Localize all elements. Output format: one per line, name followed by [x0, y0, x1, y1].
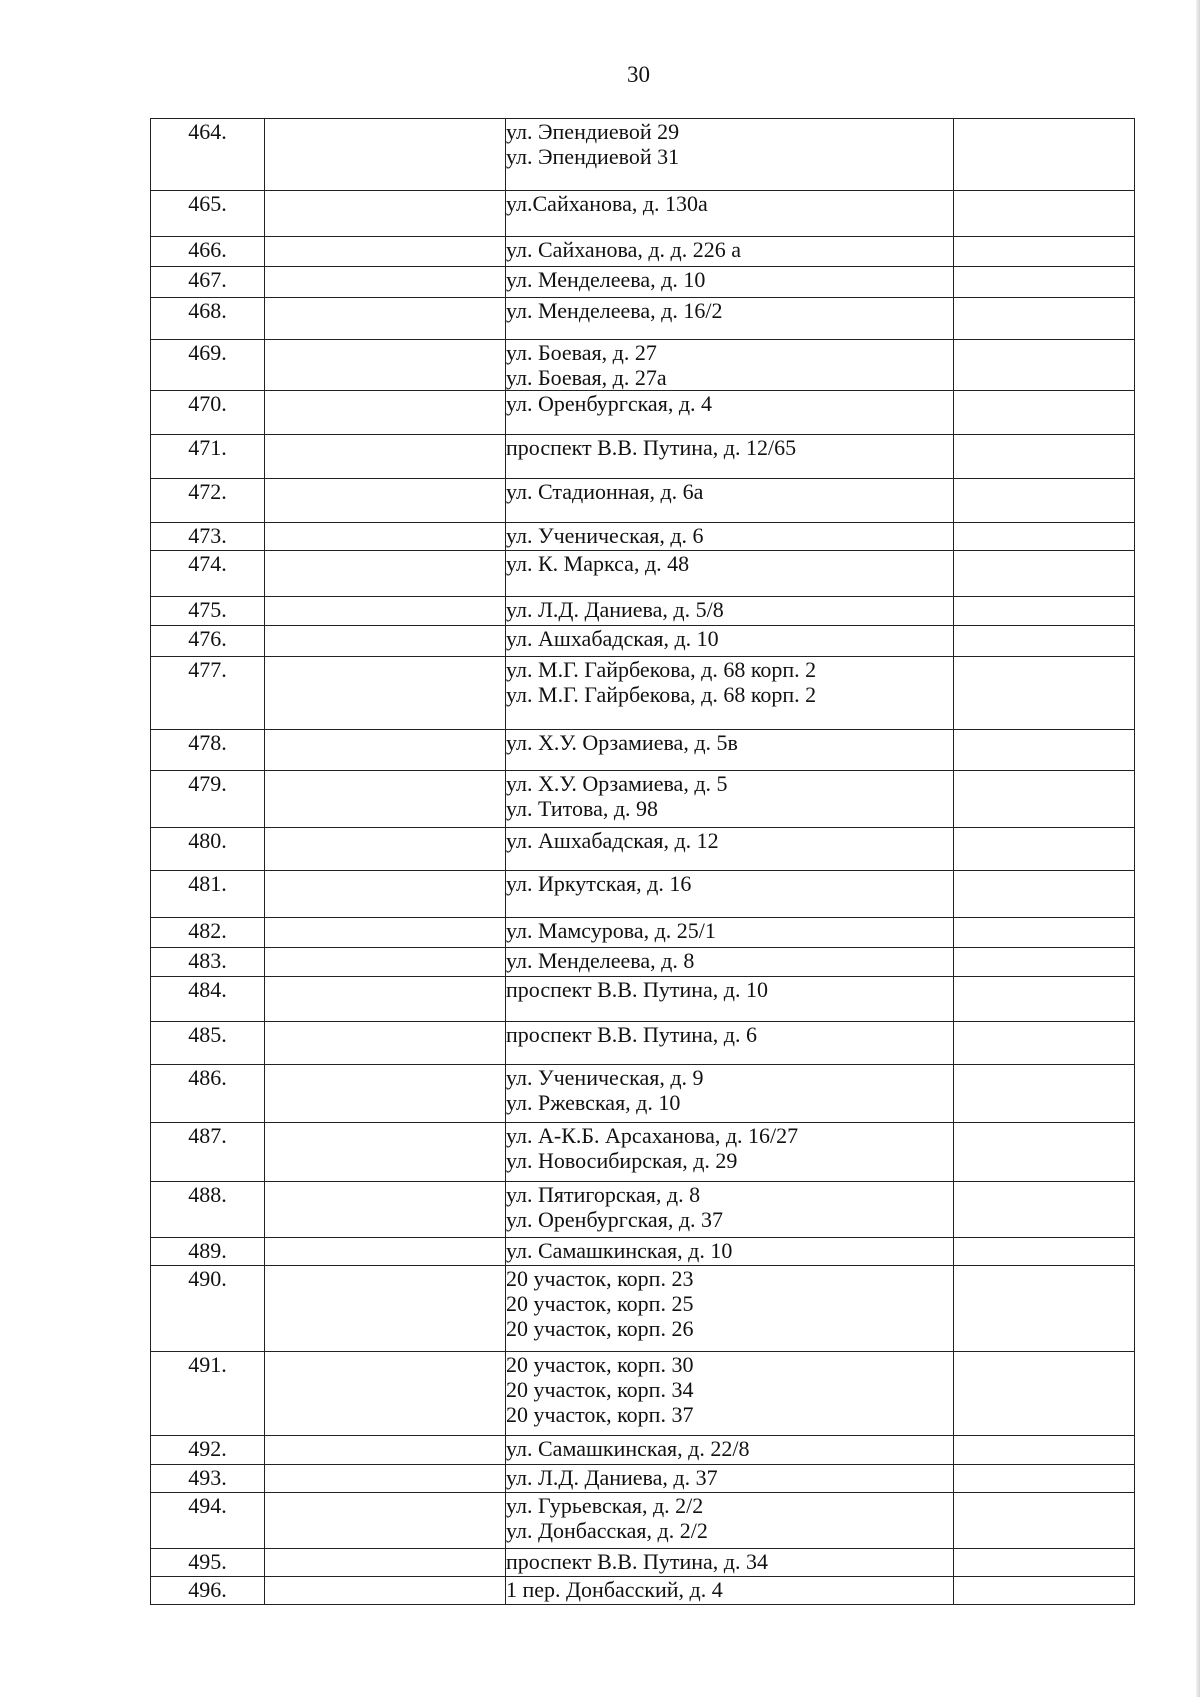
empty-cell — [954, 267, 1135, 298]
table-row — [151, 1577, 1135, 1605]
address-line: ул. Оренбургская, д. 37 — [506, 1207, 724, 1232]
address-line: ул. Донбасская, д. 2/2 — [506, 1518, 708, 1543]
address-cell — [506, 479, 954, 523]
row-number: 494. — [151, 1493, 265, 1549]
address-line: ул. Самашкинская, д. 22/8 — [506, 1436, 750, 1461]
empty-cell — [265, 237, 506, 267]
empty-cell — [265, 730, 506, 771]
row-number: 473. — [151, 523, 265, 551]
row-number: 465. — [151, 191, 265, 237]
table-row — [151, 626, 1135, 657]
empty-cell — [954, 237, 1135, 267]
address-cell — [506, 828, 954, 871]
empty-cell — [954, 977, 1135, 1022]
row-number: 489. — [151, 1238, 265, 1266]
empty-cell — [954, 191, 1135, 237]
address-cell — [506, 1238, 954, 1266]
address-line: ул.Сайханова, д. 130а — [506, 191, 708, 216]
table-row — [151, 340, 1135, 391]
empty-cell — [954, 1266, 1135, 1352]
empty-cell — [954, 551, 1135, 597]
row-number: 475. — [151, 597, 265, 626]
address-cell — [506, 435, 954, 479]
address-cell — [506, 948, 954, 977]
empty-cell — [265, 626, 506, 657]
table-row — [151, 298, 1135, 340]
address-cell — [506, 523, 954, 551]
empty-cell — [954, 1493, 1135, 1549]
address-table-body — [151, 119, 1135, 1605]
row-number: 492. — [151, 1436, 265, 1465]
address-cell — [506, 1266, 954, 1352]
empty-cell — [954, 626, 1135, 657]
address-cell — [506, 391, 954, 435]
table-row — [151, 1266, 1135, 1352]
table-row — [151, 1352, 1135, 1436]
table-row — [151, 977, 1135, 1022]
empty-cell — [265, 1238, 506, 1266]
empty-cell — [265, 948, 506, 977]
table-row — [151, 771, 1135, 828]
address-line: ул. Гурьевская, д. 2/2 — [506, 1493, 704, 1518]
address-cell — [506, 657, 954, 730]
address-line: ул. Менделеева, д. 8 — [506, 948, 695, 973]
address-cell — [506, 1022, 954, 1065]
empty-cell — [954, 479, 1135, 523]
address-line: 20 участок, корп. 34 — [506, 1377, 694, 1402]
empty-cell — [265, 119, 506, 191]
table-row — [151, 948, 1135, 977]
address-line: ул. Ученическая, д. 9 — [506, 1065, 704, 1090]
address-cell — [506, 1123, 954, 1182]
empty-cell — [265, 771, 506, 828]
empty-cell — [265, 523, 506, 551]
row-number: 485. — [151, 1022, 265, 1065]
row-number: 486. — [151, 1065, 265, 1123]
address-line: 1 пер. Донбасский, д. 4 — [506, 1577, 723, 1602]
address-line: ул. А-К.Б. Арсаханова, д. 16/27 — [506, 1123, 799, 1148]
empty-cell — [954, 119, 1135, 191]
address-cell — [506, 298, 954, 340]
empty-cell — [954, 1238, 1135, 1266]
empty-cell — [954, 298, 1135, 340]
address-line: 20 участок, корп. 30 — [506, 1352, 694, 1377]
empty-cell — [954, 597, 1135, 626]
empty-cell — [265, 191, 506, 237]
empty-cell — [954, 771, 1135, 828]
row-number: 482. — [151, 918, 265, 948]
empty-cell — [954, 918, 1135, 948]
empty-cell — [265, 435, 506, 479]
empty-cell — [954, 523, 1135, 551]
address-line: ул. Эпендиевой 31 — [506, 144, 680, 169]
address-line: ул. Ржевская, д. 10 — [506, 1090, 681, 1115]
empty-cell — [265, 918, 506, 948]
address-cell — [506, 918, 954, 948]
table-row — [151, 918, 1135, 948]
row-number: 468. — [151, 298, 265, 340]
address-cell — [506, 1577, 954, 1605]
empty-cell — [265, 871, 506, 918]
address-cell — [506, 871, 954, 918]
address-cell — [506, 1065, 954, 1123]
address-line: ул. Ученическая, д. 6 — [506, 523, 704, 548]
row-number: 477. — [151, 657, 265, 730]
table-row — [151, 1493, 1135, 1549]
address-cell — [506, 1436, 954, 1465]
page-number: 30 — [627, 62, 650, 87]
empty-cell — [954, 871, 1135, 918]
empty-cell — [265, 298, 506, 340]
address-line: ул. Пятигорская, д. 8 — [506, 1182, 701, 1207]
address-line: ул. Самашкинская, д. 10 — [506, 1238, 733, 1263]
address-line: ул. Боевая, д. 27 — [506, 340, 657, 365]
empty-cell — [954, 1465, 1135, 1493]
empty-cell — [265, 340, 506, 391]
empty-cell — [954, 435, 1135, 479]
empty-cell — [954, 1022, 1135, 1065]
table-row — [151, 1022, 1135, 1065]
address-table — [150, 118, 1135, 1605]
address-line: ул. Оренбургская, д. 4 — [506, 391, 713, 416]
address-cell — [506, 597, 954, 626]
empty-cell — [265, 479, 506, 523]
empty-cell — [265, 1549, 506, 1577]
address-line: ул. Л.Д. Даниева, д. 37 — [506, 1465, 718, 1490]
empty-cell — [265, 1577, 506, 1605]
empty-cell — [954, 657, 1135, 730]
empty-cell — [954, 1352, 1135, 1436]
empty-cell — [265, 597, 506, 626]
address-line: ул. Стадионная, д. 6а — [506, 479, 704, 504]
table-row — [151, 1065, 1135, 1123]
row-number: 464. — [151, 119, 265, 191]
empty-cell — [954, 730, 1135, 771]
table-row — [151, 551, 1135, 597]
table-row — [151, 828, 1135, 871]
address-cell — [506, 340, 954, 391]
empty-cell — [954, 828, 1135, 871]
address-line: ул. Эпендиевой 29 — [506, 119, 680, 144]
empty-cell — [265, 828, 506, 871]
address-cell — [506, 119, 954, 191]
row-number: 496. — [151, 1577, 265, 1605]
empty-cell — [954, 340, 1135, 391]
address-line: ул. Боевая, д. 27а — [506, 365, 667, 390]
address-line: 20 участок, корп. 37 — [506, 1402, 694, 1427]
empty-cell — [265, 657, 506, 730]
address-cell — [506, 977, 954, 1022]
table-row — [151, 237, 1135, 267]
address-line: 20 участок, корп. 23 — [506, 1266, 694, 1291]
table-row — [151, 657, 1135, 730]
row-number: 467. — [151, 267, 265, 298]
empty-cell — [954, 1182, 1135, 1238]
table-row — [151, 523, 1135, 551]
table-row — [151, 1465, 1135, 1493]
empty-cell — [265, 1022, 506, 1065]
scan-edge — [1196, 0, 1200, 1697]
address-cell — [506, 1182, 954, 1238]
address-line: 20 участок, корп. 26 — [506, 1316, 694, 1341]
empty-cell — [265, 1182, 506, 1238]
table-row — [151, 1238, 1135, 1266]
address-line: 20 участок, корп. 25 — [506, 1291, 694, 1316]
address-line: проспект В.В. Путина, д. 10 — [506, 977, 768, 1002]
address-cell — [506, 191, 954, 237]
empty-cell — [954, 391, 1135, 435]
empty-cell — [265, 1065, 506, 1123]
row-number: 491. — [151, 1352, 265, 1436]
address-line: ул. Иркутская, д. 16 — [506, 871, 692, 896]
table-row — [151, 119, 1135, 191]
empty-cell — [265, 1352, 506, 1436]
row-number: 490. — [151, 1266, 265, 1352]
address-line: ул. Менделеева, д. 10 — [506, 267, 706, 292]
address-line: ул. Ашхабадская, д. 10 — [506, 626, 719, 651]
address-cell — [506, 1493, 954, 1549]
empty-cell — [265, 1436, 506, 1465]
row-number: 471. — [151, 435, 265, 479]
row-number: 487. — [151, 1123, 265, 1182]
table-row — [151, 479, 1135, 523]
address-line: ул. Ашхабадская, д. 12 — [506, 828, 719, 853]
address-cell — [506, 551, 954, 597]
address-line: ул. М.Г. Гайрбекова, д. 68 корп. 2 — [506, 682, 817, 707]
empty-cell — [265, 1266, 506, 1352]
empty-cell — [265, 977, 506, 1022]
empty-cell — [265, 267, 506, 298]
empty-cell — [954, 1549, 1135, 1577]
empty-cell — [954, 1065, 1135, 1123]
table-row — [151, 1436, 1135, 1465]
address-line: ул. Новосибирская, д. 29 — [506, 1148, 738, 1173]
address-line: ул. М.Г. Гайрбекова, д. 68 корп. 2 — [506, 657, 817, 682]
row-number: 495. — [151, 1549, 265, 1577]
address-cell — [506, 1465, 954, 1493]
address-line: ул. Х.У. Орзамиева, д. 5в — [506, 730, 738, 755]
empty-cell — [954, 1577, 1135, 1605]
table-row — [151, 730, 1135, 771]
empty-cell — [265, 391, 506, 435]
table-row — [151, 1182, 1135, 1238]
row-number: 478. — [151, 730, 265, 771]
table-row — [151, 191, 1135, 237]
row-number: 466. — [151, 237, 265, 267]
address-line: проспект В.В. Путина, д. 34 — [506, 1549, 768, 1574]
row-number: 483. — [151, 948, 265, 977]
address-cell — [506, 267, 954, 298]
address-cell — [506, 237, 954, 267]
address-line: проспект В.В. Путина, д. 12/65 — [506, 435, 797, 460]
empty-cell — [954, 1436, 1135, 1465]
address-line: ул. Л.Д. Даниева, д. 5/8 — [506, 597, 724, 622]
address-cell — [506, 1549, 954, 1577]
address-line: ул. Х.У. Орзамиева, д. 5 — [506, 771, 728, 796]
row-number: 480. — [151, 828, 265, 871]
row-number: 472. — [151, 479, 265, 523]
table-row — [151, 871, 1135, 918]
empty-cell — [954, 1123, 1135, 1182]
empty-cell — [265, 1493, 506, 1549]
row-number: 493. — [151, 1465, 265, 1493]
row-number: 488. — [151, 1182, 265, 1238]
table-row — [151, 1549, 1135, 1577]
empty-cell — [265, 1123, 506, 1182]
address-cell — [506, 771, 954, 828]
empty-cell — [265, 1465, 506, 1493]
address-line: проспект В.В. Путина, д. 6 — [506, 1022, 757, 1047]
address-cell — [506, 626, 954, 657]
row-number: 474. — [151, 551, 265, 597]
address-line: ул. Титова, д. 98 — [506, 796, 659, 821]
address-cell — [506, 1352, 954, 1436]
row-number: 484. — [151, 977, 265, 1022]
empty-cell — [265, 551, 506, 597]
row-number: 481. — [151, 871, 265, 918]
address-line: ул. Сайханова, д. д. 226 а — [506, 237, 741, 262]
row-number: 470. — [151, 391, 265, 435]
table-row — [151, 267, 1135, 298]
row-number: 476. — [151, 626, 265, 657]
empty-cell — [954, 948, 1135, 977]
table-row — [151, 435, 1135, 479]
row-number: 479. — [151, 771, 265, 828]
row-number: 469. — [151, 340, 265, 391]
address-line: ул. К. Маркса, д. 48 — [506, 551, 690, 576]
table-row — [151, 1123, 1135, 1182]
address-line: ул. Менделеева, д. 16/2 — [506, 298, 723, 323]
table-row — [151, 391, 1135, 435]
address-line: ул. Мамсурова, д. 25/1 — [506, 918, 716, 943]
address-cell — [506, 730, 954, 771]
table-row — [151, 597, 1135, 626]
